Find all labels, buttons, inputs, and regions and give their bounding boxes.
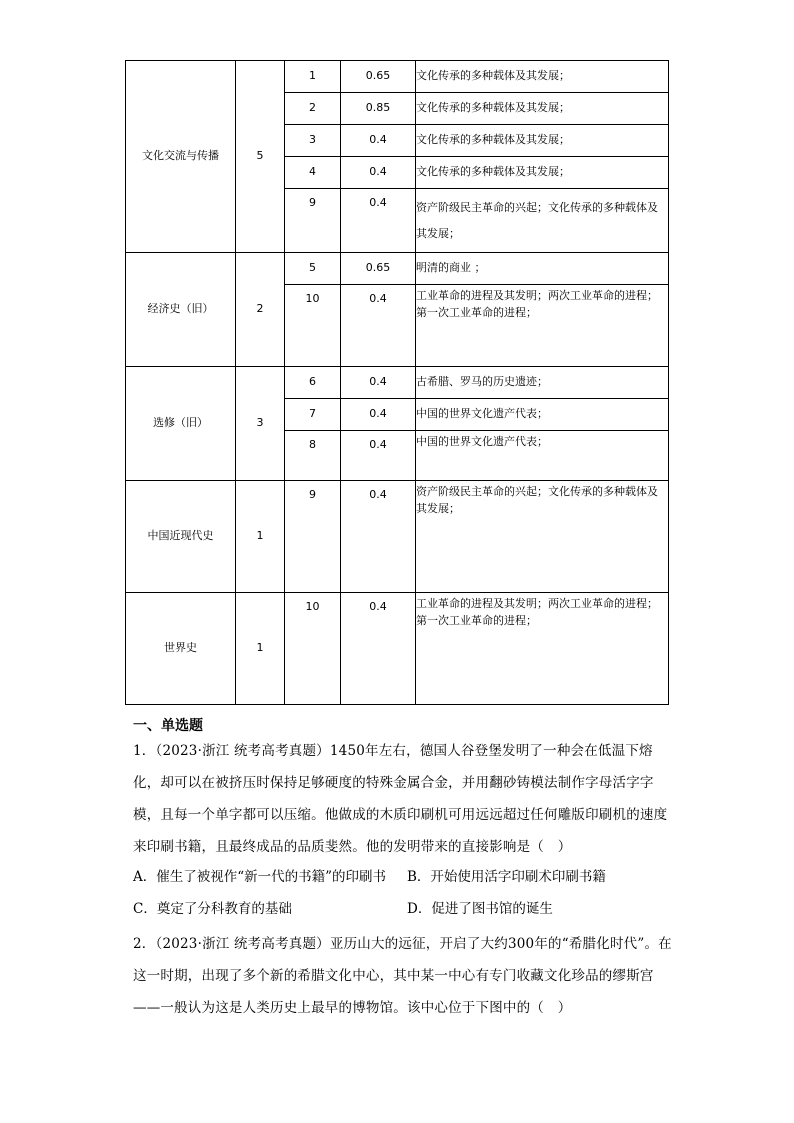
module-cell: 文化交流与传播 [126, 61, 236, 253]
difficulty-cell: 0.4 [341, 125, 416, 157]
option-a: A．催生了被视作“新一代的书籍”的印刷书 [133, 869, 387, 885]
difficulty-cell: 0.4 [341, 189, 416, 253]
option-b: B．开始使用活字印刷术印刷书籍 [407, 869, 606, 885]
question-number-cell: 3 [285, 125, 341, 157]
knowledge-cell: 中国的世界文化遗产代表； [416, 431, 669, 481]
difficulty-cell: 0.4 [341, 399, 416, 431]
knowledge-cell: 文化传承的多种载体及其发展； [416, 125, 669, 157]
knowledge-cell: 资产阶级民主革命的兴起；文化传承的多种载体及其发展； [416, 481, 669, 593]
table-row [126, 593, 669, 705]
difficulty-cell: 0.4 [341, 431, 416, 481]
question-number-cell: 1 [285, 61, 341, 93]
section-title: 一、单选题 [133, 718, 203, 734]
module-cell: 中国近现代史 [126, 481, 236, 593]
question-number-cell: 4 [285, 157, 341, 189]
option-c: C．奠定了分科教育的基础 [133, 901, 292, 917]
question-number-cell: 10 [285, 285, 341, 367]
question-number-cell: 7 [285, 399, 341, 431]
knowledge-table [125, 60, 669, 705]
knowledge-cell: 文化传承的多种载体及其发展； [416, 61, 669, 93]
question-number-cell: 6 [285, 367, 341, 399]
difficulty-cell: 0.4 [341, 157, 416, 189]
question-number-cell: 2 [285, 93, 341, 125]
question-number-cell: 9 [285, 189, 341, 253]
knowledge-cell: 中国的世界文化遗产代表； [416, 399, 669, 431]
question-1-text: 1．（2023·浙江 统考高考真题）1450年左右，德国人谷登堡发明了一种会在低温下熔化，却可以在被挤压时保持足够硬度的特殊金属合金，并用翻砂铸模法制作字母活字字模，且每一个单字都可以压缩。他做成的木质印刷机可用远远超过任何雕版印刷机的速度来印刷书籍，且最终成品的品质斐然。他的发明带来的直接影响是（ ） [133, 743, 668, 855]
difficulty-cell: 0.4 [341, 367, 416, 399]
count-cell: 2 [236, 253, 285, 367]
difficulty-cell: 0.65 [341, 253, 416, 285]
count-cell: 5 [236, 61, 285, 253]
module-cell: 选修（旧） [126, 367, 236, 481]
question-number-cell: 9 [285, 481, 341, 593]
difficulty-cell: 0.85 [341, 93, 416, 125]
knowledge-cell: 古希腊、罗马的历史遗迹； [416, 367, 669, 399]
table-row [126, 61, 669, 93]
module-cell: 世界史 [126, 593, 236, 705]
option-d: D．促进了图书馆的诞生 [407, 901, 553, 917]
question-number-cell: 5 [285, 253, 341, 285]
knowledge-cell: 工业革命的进程及其发明；两次工业革命的进程；第一次工业革命的进程； [416, 593, 669, 705]
knowledge-cell: 工业革命的进程及其发明；两次工业革命的进程；第一次工业革命的进程； [416, 285, 669, 367]
difficulty-cell: 0.4 [341, 285, 416, 367]
count-cell: 1 [236, 481, 285, 593]
difficulty-cell: 0.4 [341, 481, 416, 593]
module-cell: 经济史（旧） [126, 253, 236, 367]
difficulty-cell: 0.65 [341, 61, 416, 93]
table-row [126, 367, 669, 399]
difficulty-cell: 0.4 [341, 593, 416, 705]
question-number-cell: 10 [285, 593, 341, 705]
table-row [126, 253, 669, 285]
count-cell: 1 [236, 593, 285, 705]
count-cell: 3 [236, 367, 285, 481]
knowledge-cell: 文化传承的多种载体及其发展； [416, 157, 669, 189]
knowledge-cell: 文化传承的多种载体及其发展； [416, 93, 669, 125]
question-1-options [133, 865, 673, 929]
question-2-text: 2．（2023·浙江 统考高考真题）亚历山大的远征，开启了大约300年的“希腊化时代”。在这一时期，出现了多个新的希腊文化中心，其中某一中心有专门收藏文化珍品的缪斯宫——一般认为这是人类历史上最早的博物馆。该中心位于下图中的（ ） [133, 936, 672, 1016]
question-number-cell: 8 [285, 431, 341, 481]
table-row [126, 481, 669, 593]
knowledge-cell: 资产阶级民主革命的兴起；文化传承的多种载体及其发展； [416, 189, 669, 253]
knowledge-cell: 明清的商业 ； [416, 253, 669, 285]
